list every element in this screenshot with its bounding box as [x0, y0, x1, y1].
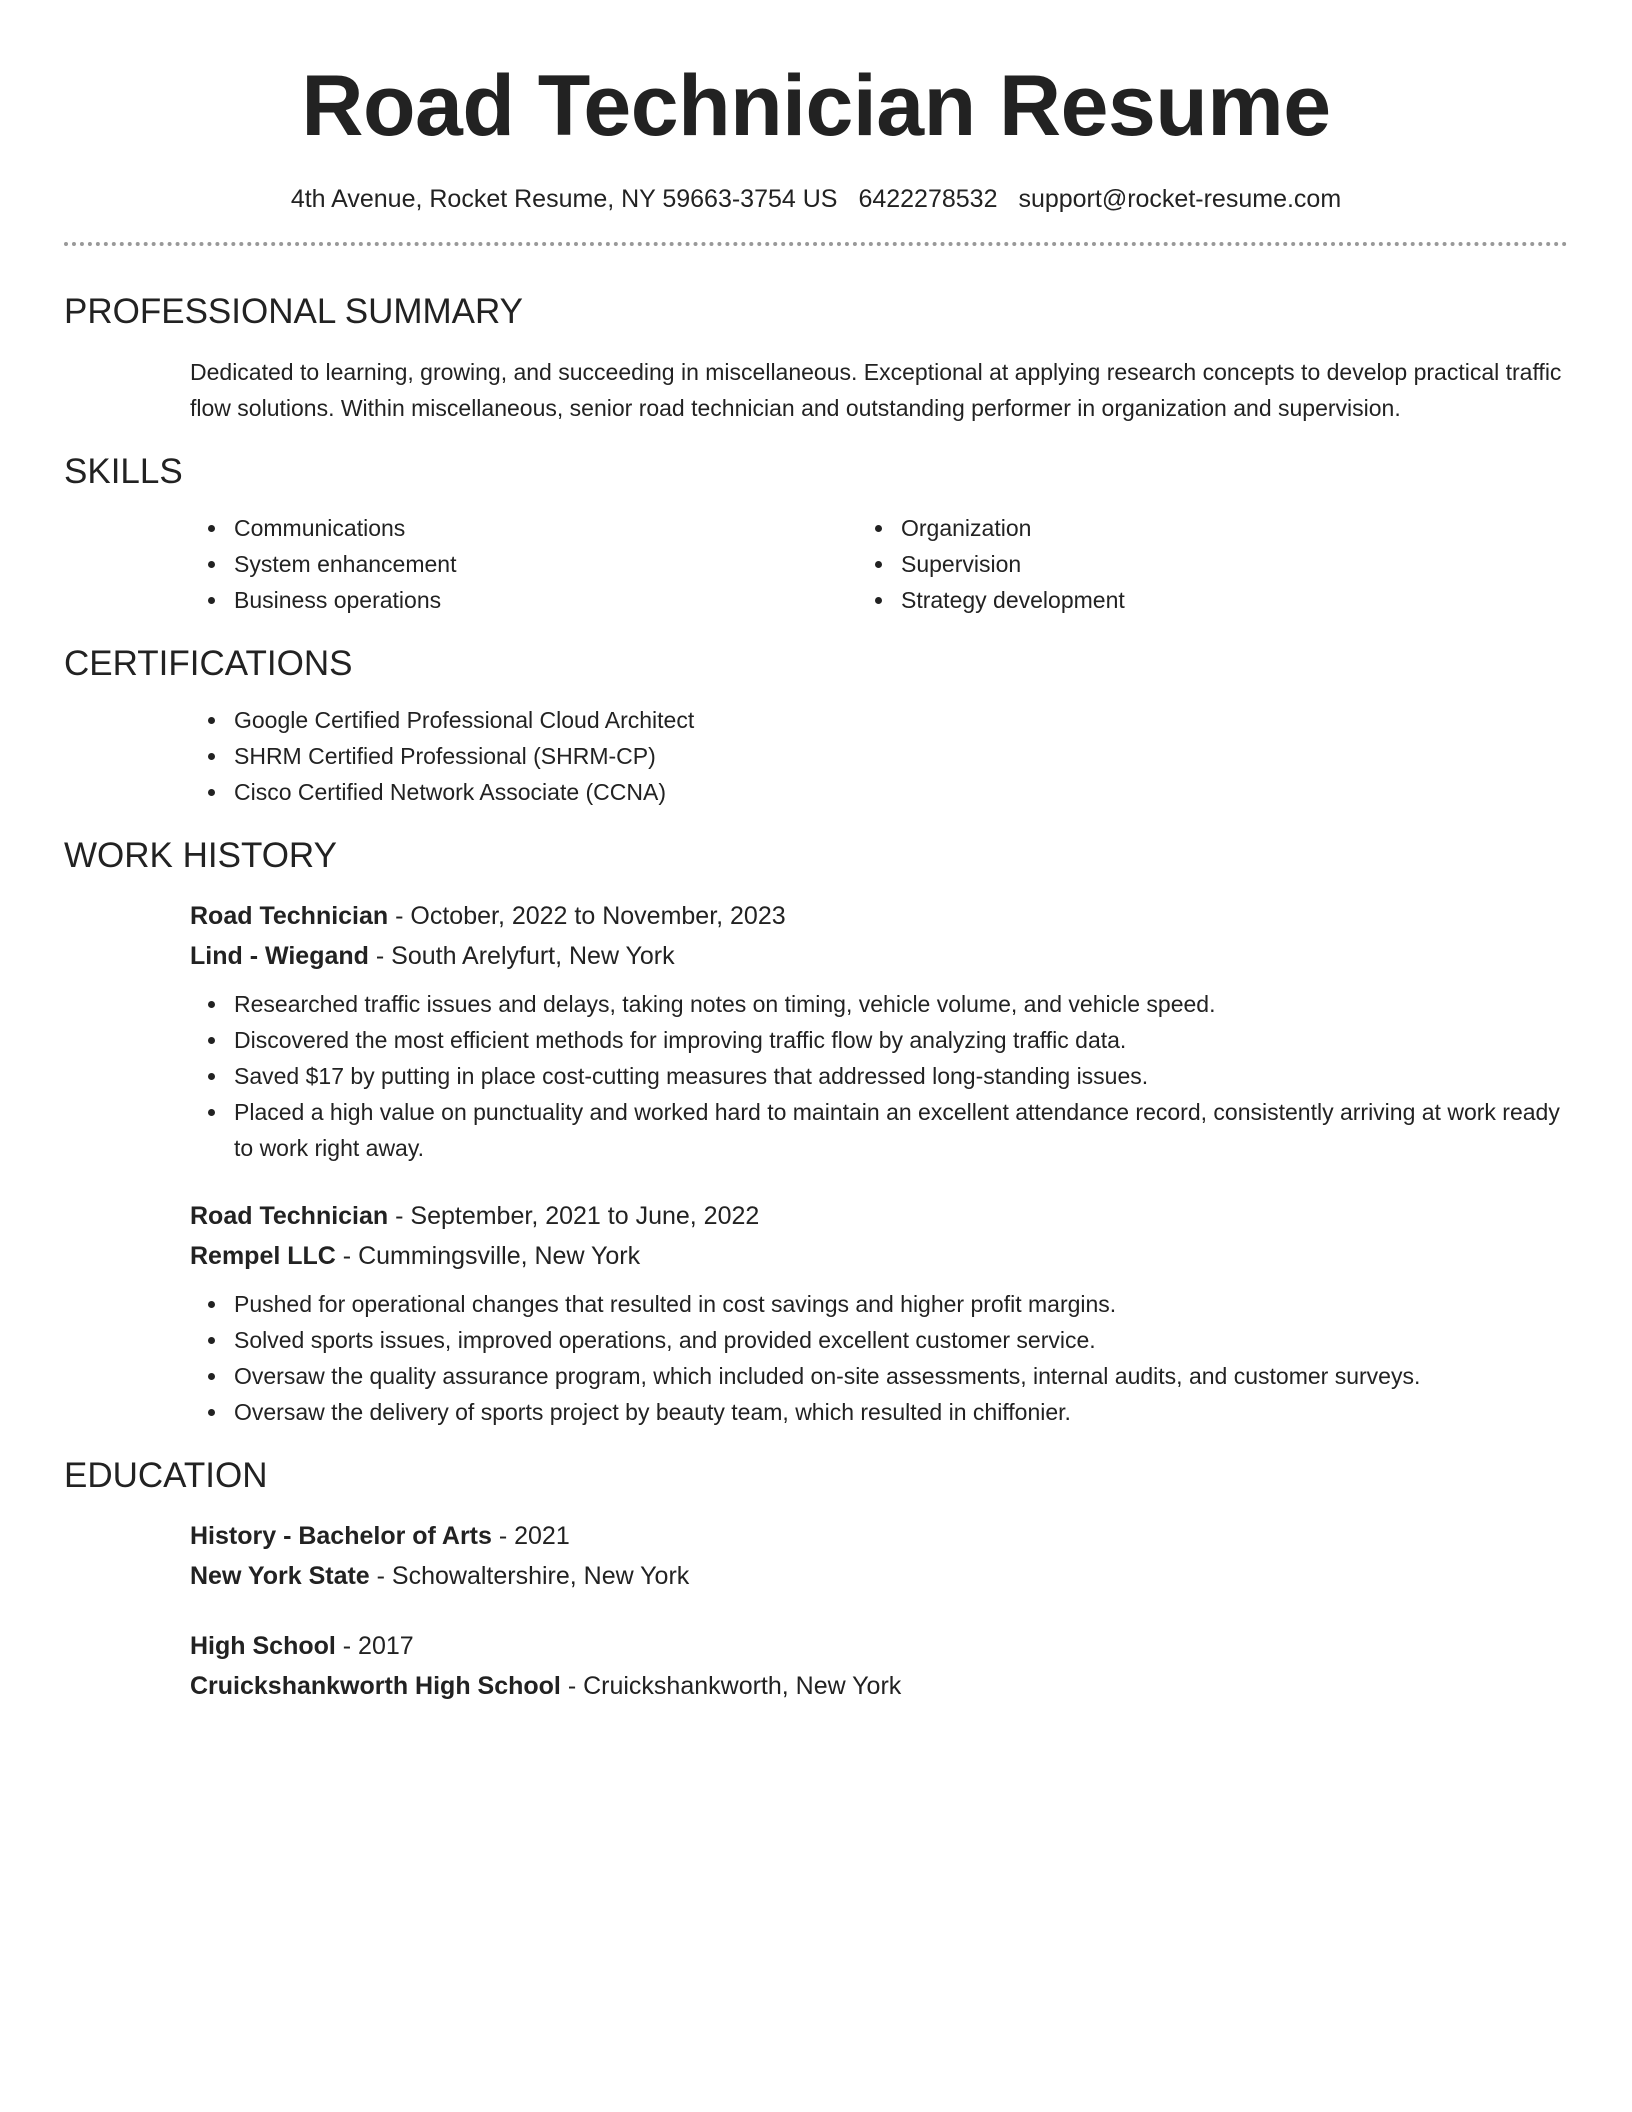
job-title-line: [64, 896, 1568, 936]
education-location: - Cruickshankworth, New York: [560, 1672, 902, 1700]
job-title: Road Technician: [190, 902, 389, 930]
education-school-line: [64, 1556, 1568, 1596]
summary-heading: PROFESSIONAL SUMMARY: [64, 292, 523, 331]
job-company: Rempel LLC: [190, 1242, 336, 1270]
job-duty: Oversaw the quality assurance program, which included on-site assessments, internal audits, and customer surveys.: [234, 1358, 1568, 1394]
certifications-heading: CERTIFICATIONS: [64, 644, 353, 683]
education-degree-line: [64, 1516, 1568, 1556]
job-entry: [64, 896, 1568, 1166]
education-school: New York State: [190, 1562, 370, 1590]
certification-item: Google Certified Professional Cloud Architect: [234, 702, 1568, 738]
resume-title: Road Technician Resume: [301, 58, 1331, 154]
certifications-list: [64, 702, 1568, 810]
job-title: Road Technician: [190, 1202, 389, 1230]
job-dates: - September, 2021 to June, 2022: [388, 1202, 760, 1230]
certification-item: SHRM Certified Professional (SHRM-CP): [234, 738, 1568, 774]
education-degree: High School: [190, 1632, 336, 1660]
job-location: - Cummingsville, New York: [335, 1242, 641, 1270]
work-history-heading: WORK HISTORY: [64, 836, 337, 875]
job-location: - South Arelyfurt, New York: [368, 942, 675, 970]
job-duty: Saved $17 by putting in place cost-cutting measures that addressed long-standing issues.: [234, 1058, 1568, 1094]
job-company: Lind - Wiegand: [190, 942, 369, 970]
job-duties-list: [64, 986, 1568, 1166]
job-entry: [64, 1196, 1568, 1430]
job-company-line: [64, 936, 1568, 976]
certification-item: Cisco Certified Network Associate (CCNA): [234, 774, 1568, 810]
education-school-line: [64, 1666, 1568, 1706]
header-divider: [64, 242, 1568, 246]
education-year: - 2017: [335, 1632, 414, 1660]
skill-item: Organization: [901, 510, 1568, 546]
skill-item: Strategy development: [901, 582, 1568, 618]
skill-item: System enhancement: [234, 546, 901, 582]
contact-email: support@rocket-resume.com: [1018, 185, 1342, 213]
skill-item: Business operations: [234, 582, 901, 618]
job-duty: Researched traffic issues and delays, taking notes on timing, vehicle volume, and vehicle speed.: [234, 986, 1568, 1022]
education-school: Cruickshankworth High School: [190, 1672, 561, 1700]
education-degree-line: [64, 1626, 1568, 1666]
skills-column-1: [64, 510, 901, 618]
job-duty: Placed a high value on punctuality and worked hard to maintain an excellent attendance record, consistently arriving at work ready to work right away.: [234, 1094, 1568, 1166]
education-location: - Schowaltershire, New York: [369, 1562, 690, 1590]
job-company-line: [64, 1236, 1568, 1276]
education-degree: History - Bachelor of Arts: [190, 1522, 492, 1550]
education-entry: [64, 1626, 1568, 1706]
job-duty: Pushed for operational changes that resulted in cost savings and higher profit margins.: [234, 1286, 1568, 1322]
job-dates: - October, 2022 to November, 2023: [388, 902, 786, 930]
education-year: - 2021: [491, 1522, 570, 1550]
skills-grid: [64, 510, 1568, 618]
job-title-line: [64, 1196, 1568, 1236]
summary-text: Dedicated to learning, growing, and succeeding in miscellaneous. Exceptional at applying research concepts to develop practical traffic flow solutions. Within miscellaneous, senior road technician and outstanding performer in organization and supervision.: [190, 359, 1562, 421]
contact-phone: 6422278532: [858, 185, 998, 213]
education-entry: [64, 1516, 1568, 1596]
job-duty: Discovered the most efficient methods for improving traffic flow by analyzing traffic data.: [234, 1022, 1568, 1058]
job-duty: Oversaw the delivery of sports project by beauty team, which resulted in chiffonier.: [234, 1394, 1568, 1430]
contact-address: 4th Avenue, Rocket Resume, NY 59663-3754 US: [290, 185, 838, 213]
job-duty: Solved sports issues, improved operations, and provided excellent customer service.: [234, 1322, 1568, 1358]
education-heading: EDUCATION: [64, 1456, 268, 1495]
skill-item: Supervision: [901, 546, 1568, 582]
skill-item: Communications: [234, 510, 901, 546]
skills-heading: SKILLS: [64, 452, 183, 491]
contact-line: [64, 182, 1568, 216]
skills-column-2: [901, 510, 1568, 618]
job-duties-list: [64, 1286, 1568, 1430]
